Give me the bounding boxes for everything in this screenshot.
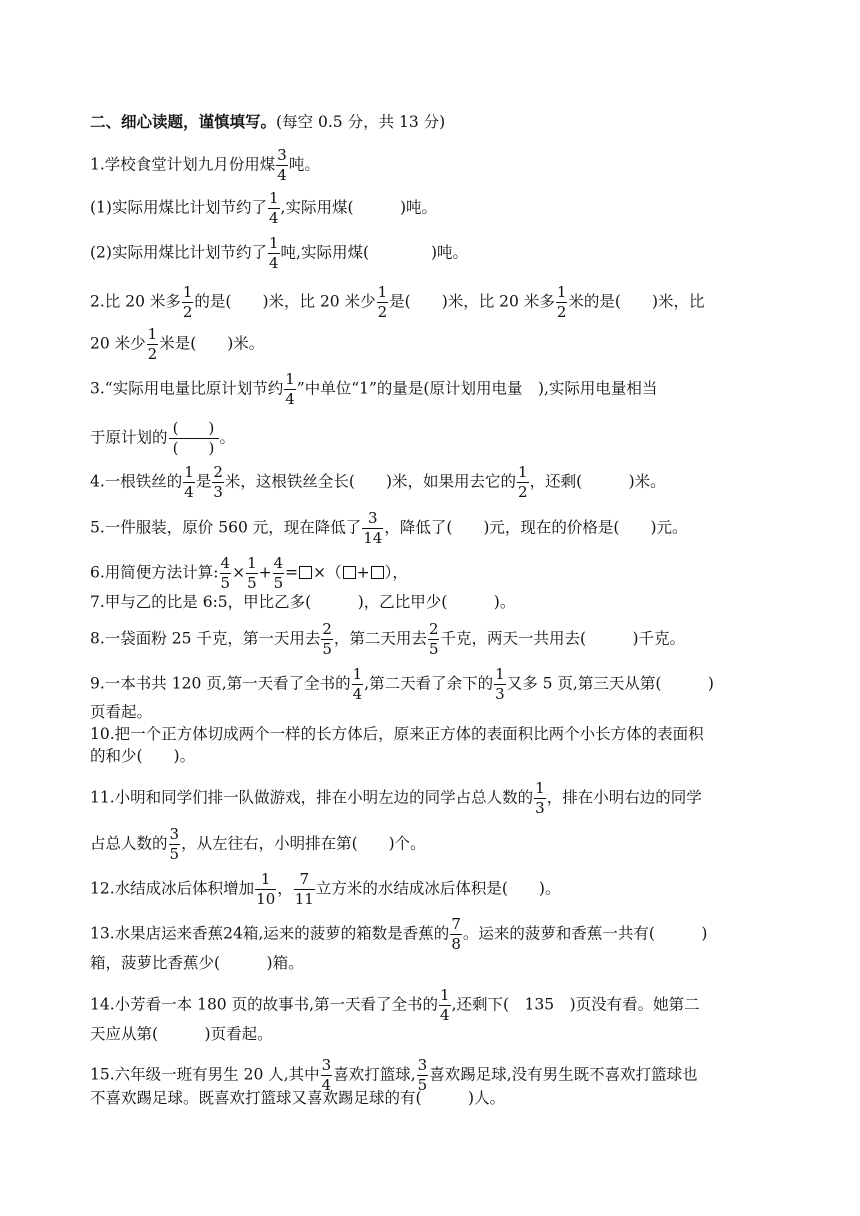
question-8: [90, 622, 780, 657]
q3-text-a: 3.“实际用电量比原计划节约: [90, 379, 284, 398]
q6-text-b3: +: [356, 563, 370, 582]
q7-text: 7.甲与乙的比是 6:5，甲比乙多( )，乙比甲少( )。: [90, 593, 516, 611]
question-14-cont: [90, 1024, 780, 1044]
fraction-denominator: 2: [182, 303, 193, 321]
fraction-denominator: 4: [285, 390, 295, 408]
fraction: [450, 917, 462, 952]
fraction-numerator: 1: [518, 463, 528, 481]
q6-text-b4: ），: [384, 563, 408, 582]
fraction-denominator: ( ): [172, 439, 215, 457]
q2-text-d: 米的是( )米，比: [568, 292, 705, 311]
q8-text-c: 千克，两天一共用去( )千克。: [440, 629, 686, 648]
fraction-denominator: 3: [535, 799, 545, 817]
fraction: [517, 465, 529, 500]
fraction-denominator: 10: [256, 890, 276, 908]
q3-text-b: ”中单位“1”的量是(原计划用电量 ),实际用电量相当: [296, 379, 658, 398]
fraction-denominator: 2: [518, 483, 528, 501]
q10-text-a: 10.把一个正方体切成两个一样的长方体后，原来正方体的表面积比两个小长方体的表面积: [90, 725, 704, 743]
q4-text-b: 是: [195, 472, 212, 491]
q9-text-a: 9.一本书共 120 页,第一天看了全书的: [90, 674, 351, 693]
q2-text-f: 米是( )米。: [159, 334, 265, 353]
question-9-cont: [90, 702, 780, 722]
fraction-denominator: 11: [294, 890, 314, 908]
question-2-cont: [90, 327, 780, 362]
fraction-numerator: 3: [417, 1056, 428, 1074]
fraction-numerator: 1: [182, 283, 193, 301]
question-6: [90, 556, 780, 591]
blank-box-icon: [371, 566, 384, 579]
fraction: [182, 285, 194, 320]
q4-text-d: ，还剩( )米。: [529, 472, 666, 491]
q9-text-d: 页看起。: [90, 703, 153, 721]
fraction: [294, 872, 315, 907]
q11-text-c: 占总人数的: [90, 834, 168, 853]
blank-box-icon: [299, 566, 312, 579]
section-note: (每空 0.5 分，共 13 分): [276, 113, 446, 131]
q10-text-b: 的和少( )。: [90, 747, 196, 765]
fraction-denominator: 4: [268, 209, 279, 227]
q3-text-d: 。: [219, 428, 236, 447]
question-1: [90, 148, 780, 183]
fraction-denominator: 14: [363, 529, 383, 547]
question-2: [90, 285, 780, 320]
fraction-numerator: 7: [294, 872, 315, 890]
times-sign: ×: [232, 563, 246, 582]
q8-text-a: 8.一袋面粉 25 千克，第一天用去: [90, 629, 321, 648]
q1-p2-text: (2)实际用煤比计划节约了: [90, 243, 267, 262]
q9-text-c: 又多 5 页,第三天从第( ): [506, 674, 714, 693]
fraction: [169, 827, 181, 862]
fraction: [428, 622, 440, 657]
q15-text-b: 喜欢打篮球,: [333, 1065, 416, 1084]
fraction-denominator: 5: [322, 640, 332, 658]
fraction: [273, 556, 285, 591]
fraction-numerator: 1: [247, 554, 257, 572]
fraction-numerator: 1: [495, 665, 505, 683]
plus-sign: +: [258, 563, 272, 582]
q13-text-c: 箱，菠萝比香蕉少( )箱。: [90, 954, 304, 972]
fraction: [321, 622, 333, 657]
q1-p1-blank-text: ,实际用煤( )吨。: [280, 198, 438, 217]
q6-text-a: 6.用简便方法计算:: [90, 563, 219, 582]
fraction-numerator: 1: [377, 283, 388, 301]
fraction-denominator: 5: [220, 574, 231, 592]
q15-text-d: 不喜欢踢足球。既喜欢打篮球又喜欢踢足球的有( )人。: [90, 1089, 506, 1107]
question-11: [90, 781, 780, 816]
fraction-denominator: 8: [451, 935, 461, 953]
q5-text-a: 5.一件服装，原价 560 元，现在降低了: [90, 518, 362, 537]
fraction-numerator: 2: [322, 620, 332, 638]
fraction-numerator: 3: [277, 146, 287, 164]
fraction-numerator: ( ): [169, 421, 219, 439]
question-3: [90, 372, 780, 407]
fraction-numerator: 3: [362, 511, 383, 529]
fraction-numerator: 1: [268, 189, 279, 207]
fraction: [352, 667, 364, 702]
question-7: [90, 592, 780, 612]
q3-text-c: 于原计划的: [90, 428, 168, 447]
q2-text-a: 2.比 20 米多: [90, 292, 181, 311]
question-5: [90, 511, 780, 546]
fraction-numerator: 1: [352, 665, 363, 683]
q9-text-b: ,第二天看了余下的: [364, 674, 494, 693]
fraction-denominator: 5: [417, 1076, 428, 1094]
fraction: [246, 556, 258, 591]
fraction-denominator: 2: [556, 303, 567, 321]
fraction-numerator: 1: [268, 234, 279, 252]
q1-p1-text: (1)实际用煤比计划节约了: [90, 198, 267, 217]
q11-text-d: ，从左往右，小明排在第( )个。: [181, 834, 426, 853]
fraction-numerator: 1: [556, 283, 567, 301]
q4-text-a: 4.一根铁丝的: [90, 472, 183, 491]
fraction: [268, 236, 280, 271]
blank-box-icon: [343, 566, 356, 579]
q1-unit: 吨。: [288, 155, 320, 174]
fraction-denominator: 5: [247, 574, 257, 592]
question-13-cont: [90, 953, 780, 973]
question-10: [90, 724, 780, 744]
q8-text-b: ，第二天用去: [333, 629, 427, 648]
fraction-numerator: 2: [428, 620, 439, 638]
fraction-denominator: 4: [184, 483, 194, 501]
q14-text-c: 天应从第( )页看起。: [90, 1025, 273, 1043]
q11-text-b: ，排在小明右边的同学: [546, 788, 702, 807]
fraction-numerator: 2: [213, 463, 223, 481]
question-4: [90, 465, 780, 500]
q14-text-a: 14.小芳看一本 180 页的故事书,第一天看了全书的: [90, 995, 439, 1014]
fraction: [377, 285, 389, 320]
fraction-denominator: 3: [213, 483, 223, 501]
fraction: [183, 465, 195, 500]
question-11-cont: [90, 827, 780, 862]
fraction-numerator: 1: [285, 370, 295, 388]
fraction-denominator: 5: [428, 640, 439, 658]
section-heading: [90, 112, 780, 132]
fraction-denominator: 2: [377, 303, 388, 321]
fraction-numerator: 4: [220, 554, 231, 572]
q5-text-b: ，降低了( )元，现在的价格是( )元。: [384, 518, 688, 537]
question-1-part-1: [90, 191, 780, 226]
fraction-denominator: 4: [268, 254, 279, 272]
q1-p2-blank-text: 吨,实际用煤( )吨。: [280, 243, 469, 262]
question-9: [90, 667, 780, 702]
fraction-denominator: 4: [352, 685, 363, 703]
fraction: [220, 556, 232, 591]
equals-sign: =: [285, 563, 299, 582]
fraction-denominator: 4: [440, 1006, 450, 1024]
fraction-numerator: 1: [535, 779, 545, 797]
fraction-denominator: 5: [273, 574, 284, 592]
q12-text-c: 立方米的水结成冰后体积是( )。: [315, 879, 561, 898]
fraction-denominator: 4: [321, 1076, 332, 1094]
fraction: [276, 148, 288, 183]
fraction-denominator: 3: [495, 685, 505, 703]
fraction: [212, 465, 224, 500]
q2-text-c: 是( )米，比 20 米多: [389, 292, 555, 311]
fraction-numerator: 3: [321, 1056, 332, 1074]
fraction: [534, 781, 546, 816]
question-3-cont: [90, 421, 780, 456]
fraction-numerator: 1: [147, 325, 158, 343]
question-15-cont: [90, 1088, 780, 1108]
fraction: [255, 872, 276, 907]
fraction: [494, 667, 506, 702]
fraction: [147, 327, 159, 362]
question-13: [90, 917, 780, 952]
question-12: [90, 872, 780, 907]
q11-text-a: 11.小明和同学们排一队做游戏，排在小明左边的同学占总人数的: [90, 788, 534, 807]
question-1-part-2: [90, 236, 780, 271]
q2-text-e: 20 米少: [90, 334, 146, 353]
fraction-numerator: 1: [440, 986, 450, 1004]
fraction-numerator: 3: [169, 825, 180, 843]
fraction: [284, 372, 296, 407]
q1-text: 1.学校食堂计划九月份用煤: [90, 155, 276, 174]
section-title: 二、细心读题，谨慎填写。: [90, 113, 277, 131]
fraction-numerator: 1: [255, 872, 276, 890]
fraction: [439, 988, 451, 1023]
fraction-denominator: 2: [147, 345, 158, 363]
fraction: [362, 511, 383, 546]
fraction-numerator: 4: [273, 554, 284, 572]
q15-text-c: 喜欢踢足球,没有男生既不喜欢打篮球也: [429, 1065, 698, 1084]
question-10-cont: [90, 746, 780, 766]
fraction-denominator: 5: [169, 845, 180, 863]
q4-text-c: 米，这根铁丝全长( )米，如果用去它的: [224, 472, 517, 491]
q12-text-a: 12.水结成冰后体积增加: [90, 879, 255, 898]
q12-text-b: ，: [277, 879, 293, 898]
q14-text-b: ,还剩下( 135 )页没有看。她第二: [451, 995, 700, 1014]
fraction: [268, 191, 280, 226]
fraction-numerator: 1: [184, 463, 194, 481]
q15-text-a: 15.六年级一班有男生 20 人,其中: [90, 1065, 320, 1084]
fraction: [556, 285, 568, 320]
q2-text-b: 的是( )米，比 20 米少: [194, 292, 376, 311]
q13-text-a: 13.水果店运来香蕉24箱,运来的菠萝的箱数是香蕉的: [90, 924, 450, 943]
fraction-denominator: 4: [277, 166, 287, 184]
fraction-numerator: 7: [451, 915, 461, 933]
q6-text-b2: ×（: [313, 563, 342, 582]
blank-fraction: [169, 421, 219, 456]
question-14: [90, 988, 780, 1023]
q13-text-b: 。运来的菠萝和香蕉一共有( ): [462, 924, 708, 943]
